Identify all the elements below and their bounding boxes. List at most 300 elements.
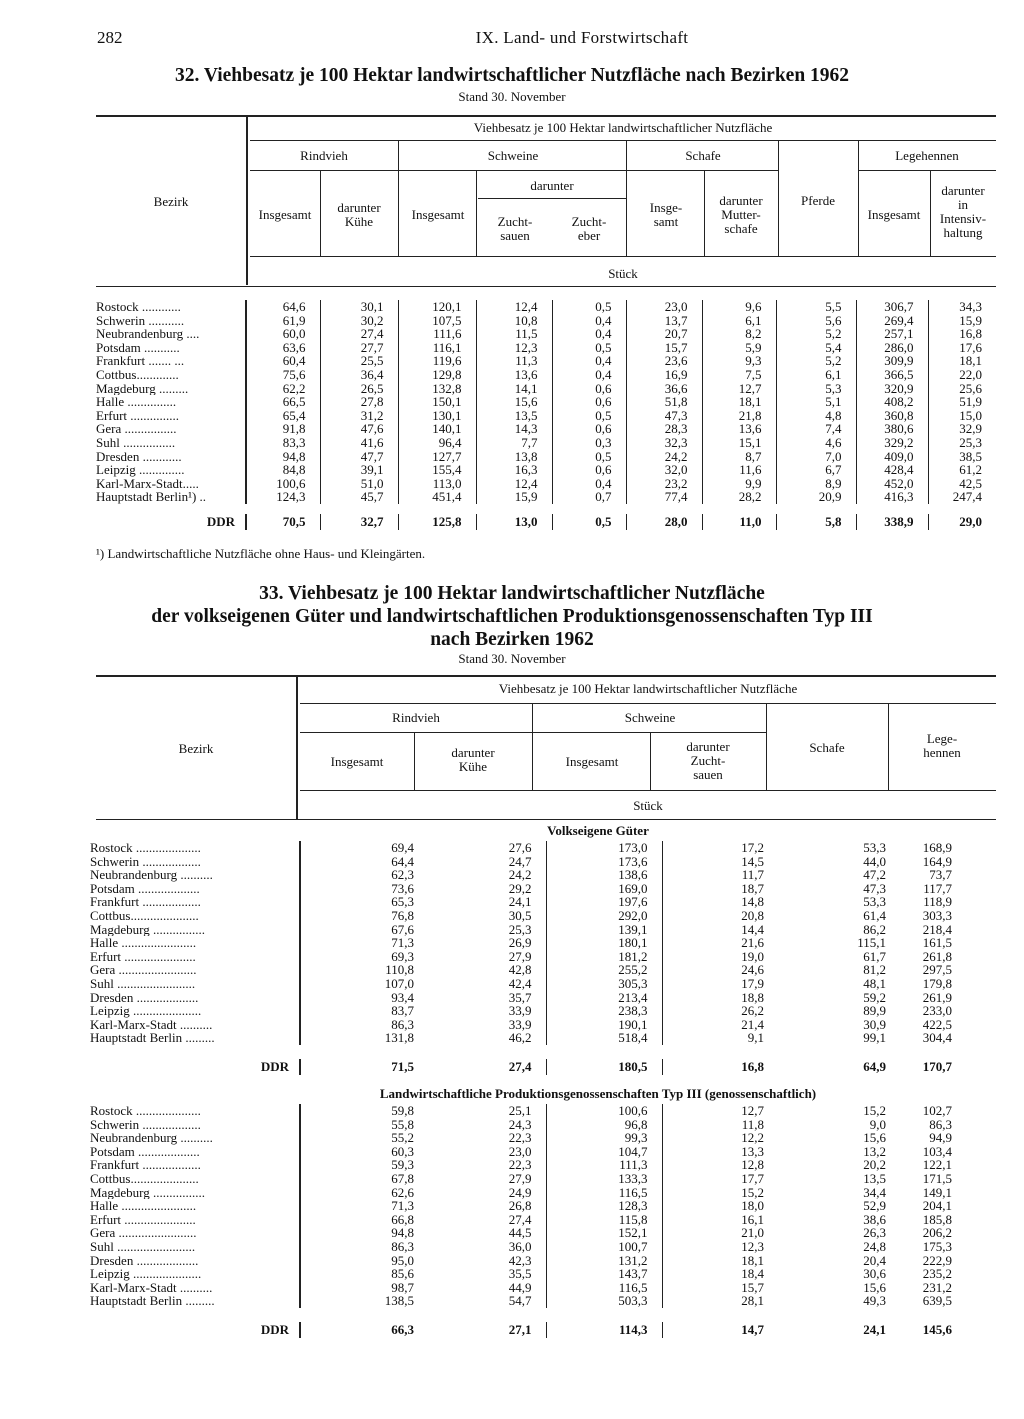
table-cell: 98,7	[300, 1281, 428, 1295]
table-cell: 329,2	[856, 436, 928, 450]
table-row	[90, 882, 966, 896]
table-cell: 21,8	[702, 409, 776, 423]
table-cell: 206,2	[922, 1226, 952, 1240]
table-cell: 64,9	[863, 1058, 886, 1074]
table-cell: 11,0	[702, 514, 776, 530]
table-cell: 27,9	[508, 949, 532, 964]
table-cell: 185,8	[922, 1212, 952, 1227]
table-row	[96, 490, 996, 504]
table-cell: 17,9	[662, 977, 778, 991]
table-cell: 12,3	[662, 1240, 778, 1254]
table-cell: 180,5	[546, 1059, 662, 1075]
table-cell: 5,5	[776, 300, 856, 314]
table-cell: 29,2	[508, 881, 532, 896]
table-cell: 261,8	[922, 949, 952, 964]
table-cell: 0,5	[552, 514, 626, 530]
table-cell: 28,3	[626, 422, 702, 436]
t32-h-mutter-2: Mutter-	[721, 207, 761, 222]
table-cell: 100,6	[546, 1104, 662, 1118]
table-cell: 24,1	[508, 895, 532, 909]
table-cell: 24,2	[626, 450, 702, 464]
table-cell: 54,7	[508, 1294, 532, 1308]
t32-h-schweine: Schweine	[487, 148, 539, 163]
t33-h-rindvieh: Rindvieh	[392, 710, 440, 725]
table-cell: 297,5	[922, 963, 952, 977]
table-cell: 0,6	[552, 422, 626, 436]
table-cell: 42,3	[508, 1253, 532, 1268]
district-name: Hauptstadt Berlin .........	[90, 1031, 215, 1045]
table-cell: 94,8	[300, 1226, 428, 1240]
table-cell: 24,7	[508, 854, 532, 869]
district-name: Dresden ...................	[90, 1253, 199, 1268]
table-cell: 5,2	[776, 327, 856, 341]
table-row	[90, 1031, 966, 1045]
table-cell: 13,2	[863, 1144, 886, 1159]
table-cell: 13,6	[702, 422, 776, 436]
t33-h-kuehe-2: Kühe	[458, 759, 488, 774]
table-cell: 5,4	[776, 341, 856, 355]
table-cell: 36,4	[320, 368, 398, 382]
table-row	[96, 395, 996, 409]
table-cell: 53,3	[863, 841, 886, 855]
table-cell: 0,6	[552, 463, 626, 477]
table-cell: 190,1	[546, 1018, 662, 1032]
district-name: Neubrandenburg ..........	[90, 1131, 213, 1145]
district-name: Halle .......................	[90, 1199, 197, 1213]
table-cell: 70,5	[246, 514, 320, 530]
table-cell: 30,5	[508, 908, 532, 923]
table-cell: 51,0	[320, 477, 398, 491]
table-cell: 29,0	[928, 514, 996, 530]
table-cell: 422,5	[922, 1017, 952, 1032]
table-cell: 23,0	[626, 300, 702, 314]
table-cell: 69,4	[300, 841, 428, 855]
table-cell: 100,6	[246, 477, 320, 491]
table-cell: 180,1	[546, 936, 662, 950]
t32-h-mutter-3: schafe	[724, 221, 758, 236]
table-cell: 33,9	[508, 1017, 532, 1032]
table-cell: 32,3	[626, 436, 702, 450]
table-cell: 53,3	[863, 895, 886, 909]
table-cell: 380,6	[856, 422, 928, 436]
t33-h-ins-schw: Insgesamt	[565, 754, 619, 769]
table-cell: 138,5	[300, 1294, 428, 1308]
table-cell: 59,3	[300, 1158, 428, 1172]
table-cell: 89,9	[863, 1004, 886, 1018]
table-cell: 61,7	[863, 949, 886, 964]
table-cell: 24,8	[863, 1239, 886, 1254]
district-name: Potsdam ...................	[90, 881, 200, 896]
table-cell: 61,2	[928, 463, 996, 477]
table-cell: 15,7	[662, 1281, 778, 1295]
district-name: Karl-Marx-Stadt ..........	[90, 1017, 213, 1032]
table-cell: 0,4	[552, 354, 626, 368]
t32-h-schafe-ins-1: Insge-	[649, 200, 683, 215]
table-row	[96, 341, 996, 355]
table-cell: 76,8	[300, 909, 428, 923]
table-cell: 11,5	[476, 327, 552, 341]
table-cell: 96,4	[398, 436, 476, 450]
t32-h-legehennen: Legehennen	[895, 148, 959, 163]
table-cell: 170,7	[922, 1058, 952, 1074]
table-cell: 13,7	[626, 314, 702, 328]
table-cell: 7,7	[476, 436, 552, 450]
t32-h-ins-schw: Insgesamt	[411, 207, 465, 222]
table-row	[90, 1186, 966, 1200]
table-cell: 26,3	[863, 1226, 886, 1240]
spacer	[90, 1308, 966, 1322]
t33-h-lege-2: hennen	[923, 745, 961, 760]
table-cell: 8,2	[702, 327, 776, 341]
t32-h-zuchtsauen-1: Zucht-	[497, 214, 533, 229]
table-cell: 164,9	[922, 854, 952, 869]
table-cell: 503,3	[546, 1294, 662, 1308]
district-name: Cottbus.....................	[90, 908, 199, 923]
district-name: Magdeburg ................	[90, 1185, 205, 1200]
table-cell: 52,9	[863, 1199, 886, 1213]
table-cell: 27,4	[508, 1212, 532, 1227]
table-cell: 95,0	[300, 1254, 428, 1268]
table-cell: 22,0	[928, 368, 996, 382]
table-row	[90, 1199, 966, 1213]
table-cell: 168,9	[922, 841, 952, 855]
table-cell: 122,1	[922, 1158, 952, 1172]
table-row	[90, 1104, 966, 1118]
table-cell: 65,3	[300, 895, 428, 909]
district-name: Neubrandenburg ..........	[90, 868, 213, 882]
table-cell: 49,3	[863, 1294, 886, 1308]
t32-h-intens-1: darunter	[941, 183, 985, 198]
table-cell: 61,9	[246, 314, 320, 328]
table-cell: 116,1	[398, 341, 476, 355]
table-cell: 133,3	[546, 1172, 662, 1186]
table-cell: 17,7	[662, 1172, 778, 1186]
table-cell: 0,5	[552, 300, 626, 314]
table-cell: 41,6	[320, 436, 398, 450]
table-cell: 235,2	[922, 1267, 952, 1281]
table32-body	[96, 300, 996, 530]
table-cell: 114,3	[546, 1322, 662, 1338]
table-cell: 6,7	[776, 463, 856, 477]
table-cell: 24,3	[508, 1117, 532, 1132]
t32-h-rindvieh: Rindvieh	[300, 148, 348, 163]
table-cell: 42,5	[928, 477, 996, 491]
table-cell: 286,0	[856, 341, 928, 355]
table-cell: 23,6	[626, 354, 702, 368]
t32-h-intens-3: Intensiv-	[939, 211, 987, 226]
table-cell: 104,7	[546, 1145, 662, 1159]
table-cell: 47,6	[320, 422, 398, 436]
table-cell: 143,7	[546, 1267, 662, 1281]
t33-h-ins-rind: Insgesamt	[330, 754, 384, 769]
table-cell: 71,3	[300, 936, 428, 950]
table-cell: 18,8	[662, 991, 778, 1005]
table-cell: 116,5	[546, 1281, 662, 1295]
table-cell: 83,3	[246, 436, 320, 450]
t33-section-lpg: Landwirtschaftliche Produktionsgenossenschaften Typ III (genossenschaftlich)	[379, 1086, 817, 1101]
table-cell: 12,7	[702, 382, 776, 396]
table-cell: 28,2	[702, 490, 776, 504]
table-cell: 44,0	[863, 854, 886, 869]
table-cell: 5,8	[776, 514, 856, 530]
table-cell: 131,8	[300, 1031, 428, 1045]
table-row	[90, 1131, 966, 1145]
table-row	[96, 368, 996, 382]
table-cell: 42,4	[508, 976, 532, 991]
table-cell: 304,4	[922, 1031, 952, 1045]
table-cell: 27,7	[320, 341, 398, 355]
table-cell: 25,3	[928, 436, 996, 450]
table-cell: 15,0	[928, 409, 996, 423]
t32-h-intens-2: in	[957, 197, 969, 212]
table-cell: 7,4	[776, 422, 856, 436]
total-row	[90, 1059, 966, 1075]
table-cell: 247,4	[928, 490, 996, 504]
table-cell: 11,6	[702, 463, 776, 477]
total-label: DDR	[260, 1321, 289, 1337]
district-name: Schwerin ..................	[90, 1117, 201, 1132]
table-cell: 86,3	[929, 1117, 952, 1132]
table-cell: 25,3	[508, 922, 532, 937]
table-cell: 9,9	[702, 477, 776, 491]
t32-h-pferde: Pferde	[801, 193, 835, 208]
table-cell: 218,4	[922, 922, 952, 937]
spacer-row	[90, 1045, 966, 1059]
table-cell: 7,5	[702, 368, 776, 382]
total-row	[90, 1322, 966, 1338]
table-cell: 18,1	[928, 354, 996, 368]
district-name: Hauptstadt Berlin¹) ..	[96, 490, 207, 504]
table-cell: 62,2	[246, 382, 320, 396]
table-cell: 35,5	[508, 1267, 532, 1281]
table-row	[90, 1004, 966, 1018]
table-cell: 84,8	[246, 463, 320, 477]
table-cell: 94,9	[929, 1131, 952, 1145]
table-cell: 9,6	[702, 300, 776, 314]
table-cell: 20,9	[776, 490, 856, 504]
table-cell: 15,9	[476, 490, 552, 504]
table-cell: 13,5	[476, 409, 552, 423]
table-cell: 65,4	[246, 409, 320, 423]
table-cell: 5,1	[776, 395, 856, 409]
t33-h-zucht-3: sauen	[693, 767, 723, 782]
table-cell: 17,6	[928, 341, 996, 355]
table-cell: 61,4	[863, 908, 886, 923]
table-cell: 131,2	[546, 1254, 662, 1268]
table-cell: 30,6	[863, 1267, 886, 1281]
table-cell: 5,6	[776, 314, 856, 328]
table-cell: 20,8	[662, 909, 778, 923]
table-cell: 18,1	[702, 395, 776, 409]
table-cell: 16,9	[626, 368, 702, 382]
table-cell: 204,1	[922, 1199, 952, 1213]
table-cell: 8,7	[702, 450, 776, 464]
t33-h-lege-1: Lege-	[926, 731, 958, 746]
district-name: Dresden ...................	[90, 990, 199, 1005]
table-cell: 5,3	[776, 382, 856, 396]
district-name: Karl-Marx-Stadt.....	[96, 476, 199, 491]
spacer-row	[96, 504, 996, 514]
t32-h-top: Viehbesatz je 100 Hektar landwirtschaftlicher Nutzfläche	[473, 120, 773, 135]
t32-h-bezirk: Bezirk	[153, 194, 189, 209]
table-cell: 27,9	[508, 1171, 532, 1186]
page-number: 282	[97, 28, 123, 47]
table32-footnote: ¹) Landwirtschaftliche Nutzfläche ohne Haus- und Kleingärten.	[96, 546, 426, 561]
table-row	[90, 963, 966, 977]
table-cell: 15,6	[863, 1131, 886, 1145]
table-cell: 60,3	[300, 1145, 428, 1159]
table-cell: 99,1	[863, 1031, 886, 1045]
table33-title-3: nach Bezirken 1962	[430, 629, 594, 650]
table-cell: 16,8	[928, 327, 996, 341]
t32-h-zuchteber-2: eber	[577, 228, 601, 243]
table-row	[90, 1240, 966, 1254]
table-cell: 8,9	[776, 477, 856, 491]
table-cell: 71,3	[300, 1199, 428, 1213]
table-cell: 9,3	[702, 354, 776, 368]
table-cell: 231,2	[922, 1280, 952, 1295]
table-cell: 14,4	[662, 923, 778, 937]
table-cell: 155,4	[398, 463, 476, 477]
district-name: Schwerin ..................	[90, 854, 201, 869]
table-cell: 13,0	[476, 514, 552, 530]
table-row	[90, 855, 966, 869]
table-cell: 116,5	[546, 1186, 662, 1200]
table-row	[90, 936, 966, 950]
table-cell: 24,9	[508, 1185, 532, 1200]
table-cell: 4,6	[776, 436, 856, 450]
table-cell: 81,2	[863, 963, 886, 977]
table-cell: 31,2	[320, 409, 398, 423]
table-cell: 169,0	[546, 882, 662, 896]
t32-h-intens-4: haltung	[943, 225, 983, 240]
t33-h-unit: Stück	[633, 798, 663, 813]
table-cell: 36,0	[508, 1239, 532, 1254]
table33-veg-body	[90, 841, 966, 1075]
t32-h-ins-rind: Insgesamt	[258, 207, 312, 222]
table-cell: 5,2	[776, 354, 856, 368]
table-row	[90, 977, 966, 991]
table-cell: 303,3	[922, 908, 952, 923]
table-cell: 12,3	[476, 341, 552, 355]
table-cell: 38,6	[863, 1212, 886, 1227]
table-cell: 12,4	[476, 300, 552, 314]
table-row	[90, 1145, 966, 1159]
table-cell: 11,3	[476, 354, 552, 368]
table-cell: 306,7	[856, 300, 928, 314]
table-cell: 14,3	[476, 422, 552, 436]
district-name: Schwerin ...........	[96, 313, 185, 328]
table-cell: 12,7	[662, 1104, 778, 1118]
spacer	[96, 504, 996, 514]
table-cell: 28,1	[662, 1294, 778, 1308]
district-name: Frankfurt ....... ...	[96, 354, 185, 368]
table-row	[96, 463, 996, 477]
t32-h-schafe: Schafe	[685, 148, 721, 163]
table-row	[90, 923, 966, 937]
table-cell: 452,0	[856, 477, 928, 491]
table-cell: 22,3	[508, 1131, 532, 1145]
table-cell: 7,0	[776, 450, 856, 464]
table-cell: 15,1	[702, 436, 776, 450]
table-cell: 39,1	[320, 463, 398, 477]
district-name: Frankfurt ..................	[90, 1158, 201, 1172]
table-cell: 10,8	[476, 314, 552, 328]
table-cell: 130,1	[398, 409, 476, 423]
district-name: Potsdam ...........	[96, 340, 180, 355]
table-cell: 0,5	[552, 409, 626, 423]
t33-h-kuehe-1: darunter	[451, 745, 495, 760]
table33-title-1: 33. Viehbesatz je 100 Hektar landwirtschaftlicher Nutzfläche	[259, 583, 765, 604]
table-cell: 16,8	[662, 1059, 778, 1075]
district-name: Leipzig .....................	[90, 1004, 202, 1018]
table-cell: 73,6	[300, 882, 428, 896]
table-cell: 0,6	[552, 395, 626, 409]
table-cell: 36,6	[626, 382, 702, 396]
table-cell: 26,8	[508, 1199, 532, 1213]
table-row	[90, 868, 966, 882]
total-label: DDR	[206, 513, 235, 529]
table33-stand: Stand 30. November	[458, 651, 566, 666]
table-cell: 222,9	[922, 1253, 952, 1268]
table-cell: 47,2	[863, 868, 886, 882]
table-cell: 26,5	[320, 382, 398, 396]
table-cell: 309,9	[856, 354, 928, 368]
table-cell: 338,9	[856, 514, 928, 530]
table-cell: 60,0	[246, 327, 320, 341]
table-cell: 47,3	[626, 409, 702, 423]
table-cell: 15,7	[626, 341, 702, 355]
district-name: Erfurt ......................	[90, 949, 196, 964]
table-cell: 233,0	[922, 1004, 952, 1018]
table-row	[90, 950, 966, 964]
district-name: Magdeburg ................	[90, 922, 205, 937]
table-cell: 4,8	[776, 409, 856, 423]
t33-h-zucht-1: darunter	[686, 739, 730, 754]
table-row	[96, 382, 996, 396]
table-cell: 77,4	[626, 490, 702, 504]
table-row	[90, 841, 966, 855]
district-name: Leipzig ..............	[96, 463, 185, 477]
table-cell: 24,6	[662, 963, 778, 977]
table-cell: 99,3	[546, 1131, 662, 1145]
table-cell: 27,6	[508, 841, 532, 855]
table-row	[96, 300, 996, 314]
table-cell: 83,7	[300, 1004, 428, 1018]
table32-stand: Stand 30. November	[458, 89, 566, 104]
table-cell: 128,3	[546, 1199, 662, 1213]
table-row	[96, 422, 996, 436]
table-cell: 0,7	[552, 490, 626, 504]
table-row	[90, 1294, 966, 1308]
table-row	[90, 1172, 966, 1186]
table-cell: 62,6	[300, 1186, 428, 1200]
table-cell: 55,2	[300, 1131, 428, 1145]
table-cell: 94,8	[246, 450, 320, 464]
table-cell: 118,9	[923, 895, 952, 909]
table-row	[90, 1018, 966, 1032]
table-cell: 24,2	[508, 868, 532, 882]
table-cell: 55,8	[300, 1118, 428, 1132]
table-cell: 28,0	[626, 514, 702, 530]
table-cell: 639,5	[922, 1294, 952, 1308]
table-cell: 25,1	[508, 1104, 532, 1118]
district-name: Gera ................	[96, 422, 177, 436]
table-cell: 51,8	[626, 395, 702, 409]
table-cell: 175,3	[922, 1239, 952, 1254]
table-cell: 255,2	[546, 963, 662, 977]
table-row	[90, 1226, 966, 1240]
